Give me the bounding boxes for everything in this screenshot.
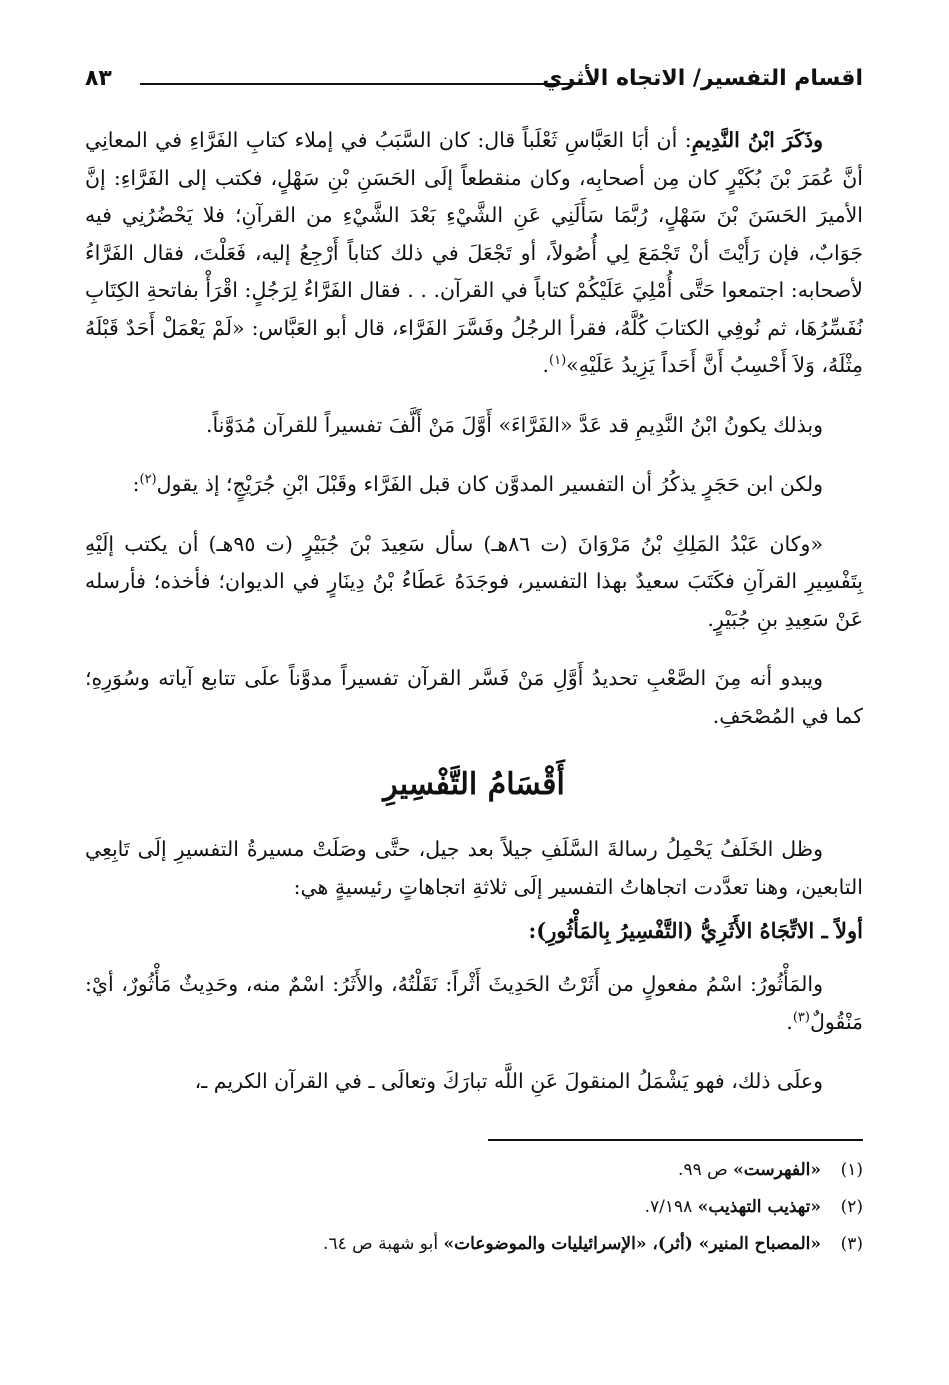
paragraph-ibn-hajar bbox=[85, 466, 863, 504]
page-number: ٨٣ bbox=[85, 66, 112, 91]
footnote-text: أبو شهبة ص ٦٤. bbox=[323, 1234, 444, 1254]
footnote-ref-1: (١) bbox=[549, 353, 567, 369]
footnote-title: «الفهرست» bbox=[733, 1160, 821, 1180]
subheading-athari: أولاً ـ الاتِّجَاهُ الأَثَرِيُّ (التَّفْسِيرُ بِالمَأْثُورِ): bbox=[528, 918, 863, 943]
footnote-number: (١) bbox=[840, 1160, 863, 1180]
footnote-2 bbox=[85, 1189, 863, 1226]
footnote-title: «تهذيب التهذيب» bbox=[697, 1197, 821, 1217]
footnote-text: ص ٩٩. bbox=[678, 1160, 734, 1180]
paragraph-end: . bbox=[786, 1009, 793, 1034]
paragraph-mathur bbox=[85, 966, 863, 1041]
paragraph-first-tafsir: ويبدو أنه مِنَ الصَّعْبِ تحديدُ أَوَّلِ مَنْ فَسَّر القرآن تفسيراً مدوَّناً علَى تتابع آياته وسُوَرِهِ؛ كما في المُصْحَفِ. bbox=[85, 666, 863, 728]
paragraph-successors: وظل الخَلَفُ يَحْمِلُ رسالةَ السَّلَفِ جيلاً بعد جيل، حتَّى وصَلَتْ مسيرةُ التفسيرِ إلَى تَابِعِي التابعين، وهنا تعدَّدت اتجاهاتُ التفسير إلَى ثلاثةِ اتجاهاتٍ رئيسيةٍ هي: bbox=[85, 837, 863, 899]
page-header bbox=[85, 66, 863, 102]
main-text bbox=[85, 122, 863, 1101]
paragraph-farra: وبذلك يكونُ ابْنُ النَّدِيمِ قد عَدَّ «الفَرَّاءَ» أَوَّلَ مَنْ أَلَّفَ تفسيراً للقرآن مُدَوَّناً. bbox=[206, 412, 823, 437]
paragraph-text: : أن أبَا العَبَّاسِ ثَعْلَباً قال: كان السَّبَبُ في إملاء كتابِ الفَرَّاءِ في المعانِي أنَّ عُمَرَ بْنَ بُكَيْرٍ كان مِن أصحابِه، وكان منقطعاً إلَى الحَسَنِ بْنِ سَهْلٍ، فكتب إلى الفَرَّاءِ: إنَّ الأميرَ الحَسَنَ بْنَ سَهْلٍ، رُبَّمَا سَأَلَنِي عَنِ الشَّيْءِ بَعْدَ الشَّيْءِ من القرآنِ؛ فلا يَحْضُرُنِي فيه جَوَابٌ، فإن رَأَيْتَ أنْ تَجْمَعَ لِي أُصُولاً، أو تَجْعَلَ في ذلك كتاباً أَرْجِعُ إليه، فَعَلْتَ، فقال الفَرَّاءُ لأصحابه: اجتمعوا حَتَّى أُمْلِيَ عَلَيْكُمْ كتاباً في القرآن. . . فقال الفَرَّاءُ لِرَجُلٍ: اقْرَأْ بفاتحةِ الكِتَابِ نُفَسِّرُهَا، ثم نُوفِي الكتابَ كُلَّهُ، فقرأ الرجُلُ وفَسَّرَ الفَرَّاء، قال أبو العَبَّاس: «لَمْ يَعْمَلْ أَحَدٌ قَبْلَهُ مِثْلَهُ، وَلاَ أَحْسِبُ أَنَّ أَحَداً يَزِيدُ عَلَيْهِ» bbox=[85, 128, 863, 377]
footnote-number: (٢) bbox=[840, 1197, 863, 1217]
footnote-ref-3: (٣) bbox=[792, 1009, 810, 1025]
paragraph-ibn-nadim bbox=[85, 122, 863, 385]
paragraph-lead: وذَكَرَ ابْنُ النَّدِيمِ bbox=[691, 128, 824, 152]
section-heading: أَقْسَامُ التَّفْسِيرِ bbox=[383, 767, 565, 802]
footnotes bbox=[85, 1152, 863, 1263]
running-title: اقسام التفسير/ الاتجاه الأثري bbox=[542, 66, 863, 91]
paragraph-end: . bbox=[542, 353, 550, 377]
footnote-number: (٣) bbox=[840, 1234, 863, 1254]
paragraph-text: والمَأْثُورُ: اسْمُ مفعولٍ من أَثَرْتُ الحَدِيثَ أَثْراً: نَقَلْتُهُ، والأَثَرُ: اسْمٌ منه، وحَدِيثٌ مَأْثُورٌ، أيْ: مَنْقُولٌ bbox=[85, 972, 863, 1034]
paragraph-end: : bbox=[132, 472, 140, 496]
header-rule bbox=[140, 83, 595, 85]
paragraph-quote: «وكان عَبْدُ المَلِكِ بْنُ مَرْوَانَ (ت ٨٦هـ) سأل سَعِيدَ بْنَ جُبَيْرٍ (ت ٩٥هـ) أن يكتب إلَيْهِ بِتَفْسِيرِ القرآنِ فكَتَبَ سعيدٌ بهذا التفسير، فوجَدَهُ عَطَاءُ بْنُ دِينَارٍ في الديوان؛ فأخذه؛ فأرسله عَنْ سَعِيدِ بنِ جُبَيْرٍ. bbox=[85, 531, 863, 631]
footnote-title: «المصباح المنير» (أثر)، «الإسرائيليات والموضوعات» bbox=[443, 1234, 821, 1254]
footnote-ref-2: (٢) bbox=[139, 472, 157, 488]
paragraph-text: ولكن ابن حَجَرٍ يذكُرُ أن التفسير المدوَّن كان قبل الفَرَّاء وقَبْلَ ابْنِ جُرَيْجٍ؛ إذ يقول bbox=[156, 472, 823, 496]
footnote-1 bbox=[85, 1152, 863, 1189]
paragraph-includes: وعلَى ذلك، فهو يَشْمَلُ المنقولَ عَنِ اللَّه تبارَكَ وتعالَى ـ في القرآن الكريم ـ، bbox=[194, 1069, 823, 1093]
footnote-text: ٧/١٩٨. bbox=[644, 1197, 698, 1217]
footnote-rule bbox=[488, 1139, 863, 1141]
footnote-3 bbox=[85, 1226, 863, 1263]
